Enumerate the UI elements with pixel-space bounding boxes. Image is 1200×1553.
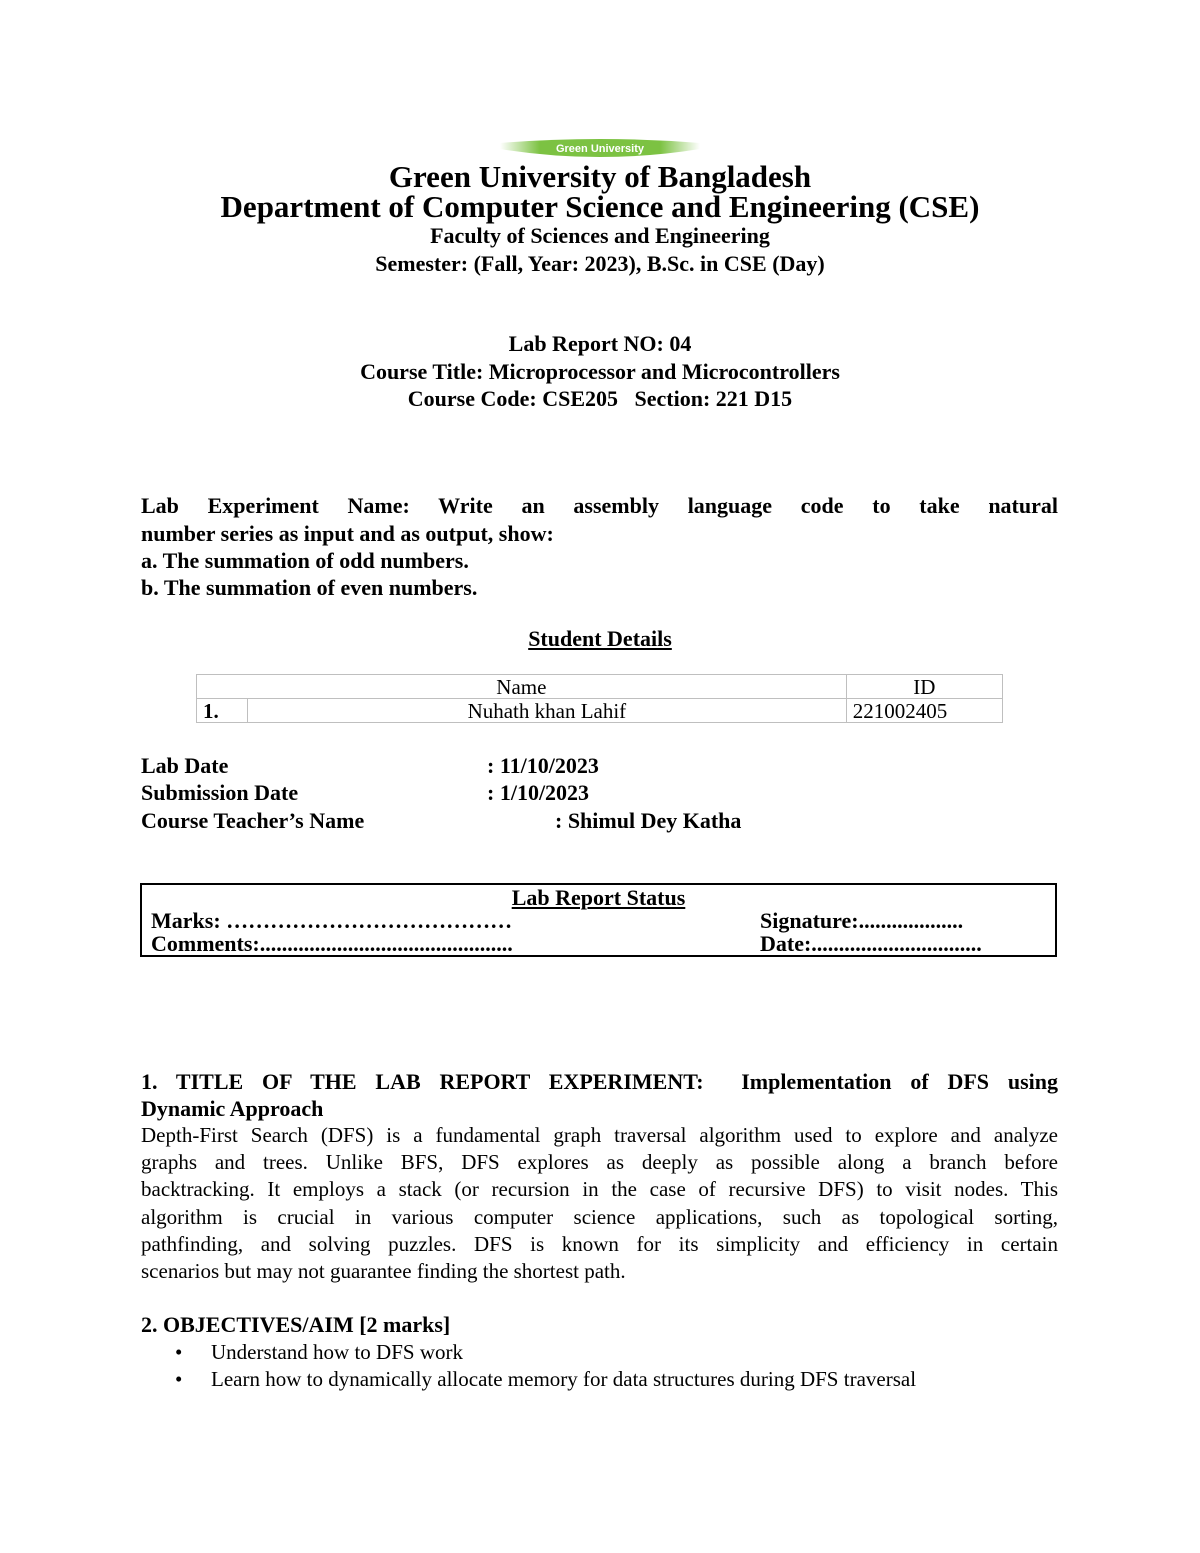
paragraph-line: backtracking. It employs a stack (or recursion in the case of recursive DFS) to visit nodes. This: [141, 1177, 1058, 1202]
column-header-id: ID: [846, 675, 1002, 699]
report-number: Lab Report NO: 04: [508, 331, 692, 356]
teacher-name-value: : Shimul Dey Katha: [555, 808, 742, 833]
column-header-name: Name: [197, 675, 847, 699]
paragraph-line: graphs and trees. Unlike BFS, DFS explores as deeply as possible along a branch before: [141, 1150, 1058, 1175]
table-header-row: [197, 675, 1003, 699]
student-details-heading: Student Details: [528, 626, 672, 651]
university-name: Green University of Bangladesh: [388, 159, 812, 194]
teacher-name-label: Course Teacher’s Name: [141, 808, 365, 833]
experiment-item-a: a. The summation of odd numbers.: [141, 548, 469, 573]
bullet-icon: •: [175, 1340, 183, 1364]
experiment-line-1: Lab Experiment Name: Write an assembly language code to take natural: [141, 493, 1058, 518]
paragraph-line: pathfinding, and solving puzzles. DFS is known for its simplicity and efficiency in certain: [141, 1231, 1058, 1256]
bullet-icon: •: [175, 1367, 183, 1391]
lab-date-value: : 11/10/2023: [487, 753, 599, 778]
university-logo: [500, 139, 700, 161]
course-code: Course Code: CSE205 Section: 221 D15: [407, 386, 793, 411]
comments-field: Comments:..............................................: [151, 931, 513, 956]
objectives-list: [141, 1339, 916, 1393]
logo-text: Green University: [555, 143, 645, 155]
objective-text: Understand how to DFS work: [211, 1340, 463, 1364]
section2-title: 2. OBJECTIVES/AIM [2 marks]: [141, 1312, 451, 1337]
course-title: Course Title: Microprocessor and Microcontrollers: [360, 359, 840, 384]
lab-date-label: Lab Date: [141, 753, 229, 778]
paragraph-line: scenarios but may not guarantee finding the shortest path.: [141, 1259, 626, 1284]
table-row: [197, 699, 1003, 723]
submission-date-value: : 1/10/2023: [487, 780, 590, 805]
section1-title-line-1: 1. TITLE OF THE LAB REPORT EXPERIMENT: Implementation of DFS using: [141, 1069, 1058, 1094]
faculty-name: Faculty of Sciences and Engineering: [430, 223, 770, 248]
objective-text: Learn how to dynamically allocate memory for data structures during DFS traversal: [211, 1367, 917, 1391]
semester-line: Semester: (Fall, Year: 2023), B.Sc. in CSE (Day): [375, 251, 825, 276]
date-field: Date:...............................: [760, 931, 982, 956]
signature-field: Signature:...................: [760, 908, 964, 933]
list-item: [141, 1366, 916, 1393]
paragraph-line: algorithm is crucial in various computer science applications, such as topological sorting,: [141, 1204, 1058, 1229]
paragraph-line: Depth-First Search (DFS) is a fundamental graph traversal algorithm used to explore and analyze: [141, 1123, 1058, 1147]
section1-title-line-2: Dynamic Approach: [141, 1096, 324, 1121]
section1-paragraph: [141, 1122, 1058, 1285]
lab-report-status-box: [140, 883, 1057, 957]
submission-date-label: Submission Date: [141, 780, 299, 805]
student-name: Nuhath khan Lahif: [248, 699, 847, 723]
department-name: Department of Computer Science and Engineering (CSE): [220, 189, 980, 224]
row-number: 1.: [197, 699, 248, 723]
status-heading: Lab Report Status: [511, 885, 686, 910]
student-table: [196, 674, 1003, 723]
experiment-item-b: b. The summation of even numbers.: [141, 575, 478, 600]
list-item: [141, 1339, 916, 1366]
marks-field: Marks: …………………………………: [151, 908, 513, 933]
student-id: 221002405: [846, 699, 1002, 723]
experiment-line-2: number series as input and as output, show:: [141, 521, 554, 546]
